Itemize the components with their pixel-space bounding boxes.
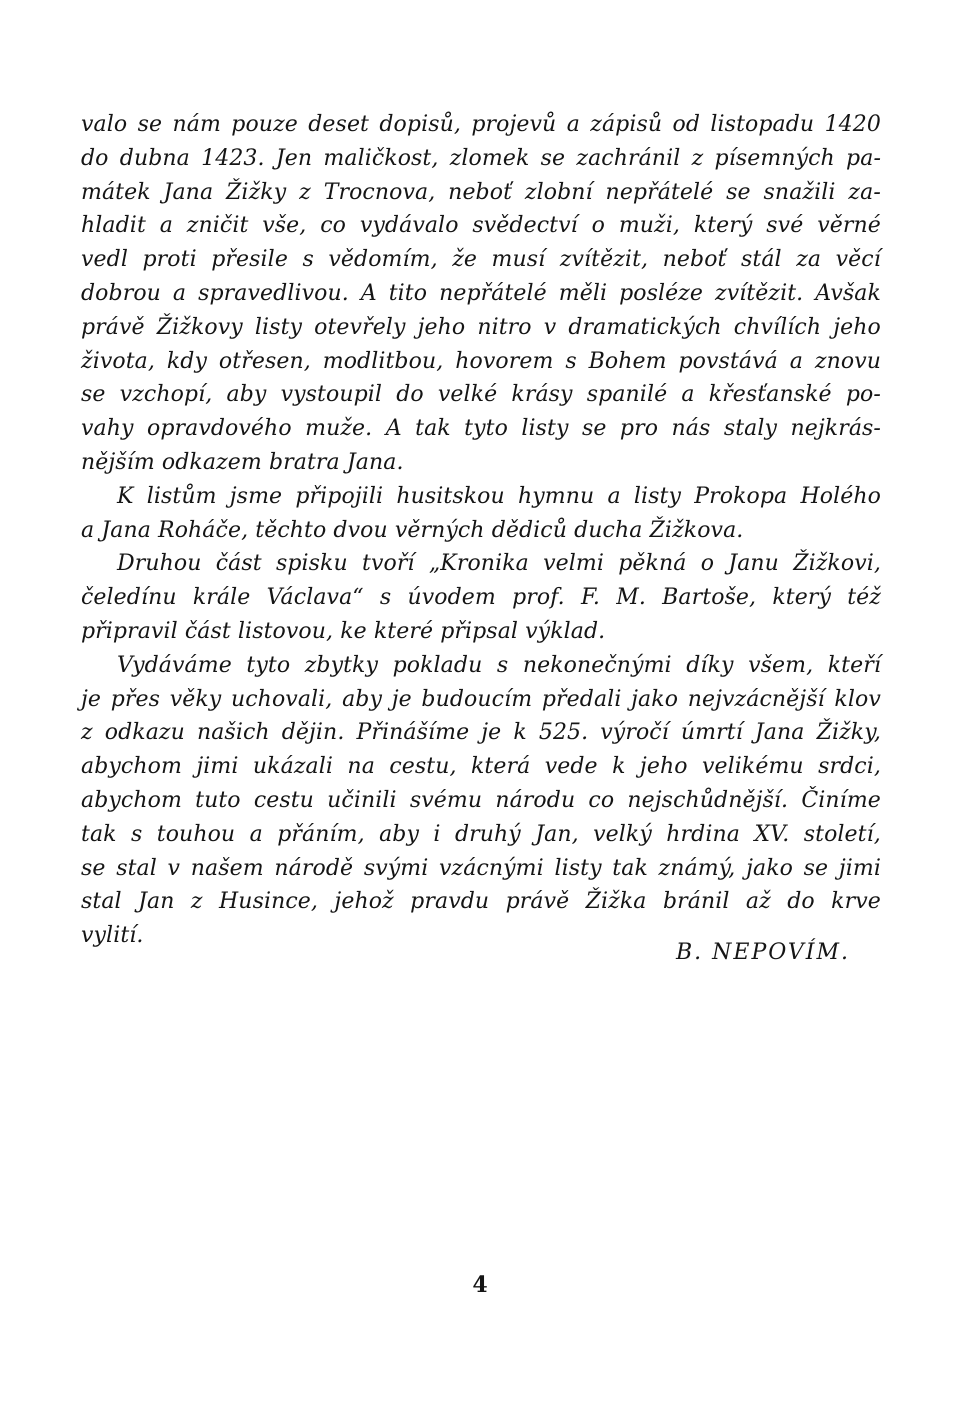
word: Žižkovi, — [793, 551, 881, 577]
word: část — [215, 551, 262, 577]
word: listy — [521, 416, 569, 442]
word: hladit — [81, 213, 146, 239]
word: neboť — [662, 247, 727, 273]
word: maličkost, — [323, 145, 439, 171]
body-text — [81, 112, 881, 957]
text-line — [81, 619, 881, 653]
text-line — [81, 213, 881, 247]
word: Bohem — [588, 348, 667, 374]
word: který — [772, 585, 831, 611]
word: předali — [541, 686, 622, 712]
word: nejvzácnější — [687, 686, 825, 712]
word: Jana — [754, 720, 805, 746]
word: deset — [308, 112, 370, 137]
word: co — [320, 213, 347, 239]
word: srdci, — [818, 754, 881, 780]
word: dramatických — [568, 314, 722, 340]
word: otřesen, — [218, 348, 311, 374]
word: z — [190, 889, 203, 915]
word: nitro — [477, 314, 532, 340]
word: s — [130, 821, 143, 847]
word: se — [581, 416, 607, 442]
word: věrné — [817, 213, 881, 239]
word: odkazem — [161, 449, 269, 475]
word: velké — [437, 382, 498, 408]
word: vše, — [262, 213, 307, 239]
text-line — [81, 585, 881, 619]
word: úmrtí — [680, 720, 743, 746]
word: Přinášíme — [356, 720, 470, 746]
text-line — [81, 889, 881, 923]
word: kdy — [166, 348, 208, 374]
word: věrných — [394, 517, 492, 543]
word: chvílích — [733, 314, 822, 340]
word: své — [766, 213, 804, 239]
word: se — [803, 855, 829, 881]
word: zničit — [186, 213, 249, 239]
word: který — [693, 213, 753, 239]
word: měli — [558, 280, 608, 306]
word: musí — [491, 247, 546, 273]
word: vedl — [81, 247, 128, 273]
word: valo — [81, 112, 128, 137]
word: posléze — [619, 280, 704, 306]
word: abychom — [81, 787, 182, 813]
text-line — [81, 484, 881, 518]
word: tak — [415, 416, 451, 442]
word: a — [172, 280, 187, 306]
word: do — [81, 145, 109, 171]
word: tuto — [195, 787, 241, 813]
word: Žižkovy — [156, 314, 243, 340]
word: Husince, — [219, 889, 318, 915]
word: nějším — [81, 449, 162, 475]
word: dějin. — [281, 720, 345, 746]
word: našich — [196, 720, 270, 746]
word: jeho — [833, 314, 881, 340]
word: Jana. — [346, 449, 404, 475]
word: A — [385, 416, 402, 442]
word: abychom — [81, 754, 182, 780]
text-line — [81, 518, 881, 552]
word: nás — [671, 416, 711, 442]
word: k — [513, 720, 527, 746]
word: „Kronika — [428, 551, 529, 577]
word: aby — [226, 382, 267, 408]
word: prof. — [512, 585, 565, 611]
text-line — [81, 382, 881, 416]
word: muži, — [618, 213, 680, 239]
word: vzácnými — [439, 855, 544, 881]
word: se — [81, 855, 106, 881]
word: stal — [81, 889, 122, 915]
word: Žižkova. — [649, 517, 744, 543]
word: národě — [274, 855, 354, 881]
word: se — [81, 382, 106, 408]
word: i — [433, 821, 441, 847]
word: z — [691, 145, 704, 171]
word: nejkrás- — [790, 416, 881, 442]
word: projevů — [471, 112, 557, 137]
word: zlobní — [524, 179, 593, 205]
word: stal — [116, 855, 157, 881]
word: o — [591, 213, 605, 239]
word: tyto — [464, 416, 508, 442]
word: velikému — [701, 754, 804, 780]
word: ducha — [574, 517, 650, 543]
word: Žižka — [585, 889, 647, 915]
word: od — [672, 112, 701, 137]
word: odkazu — [104, 720, 185, 746]
word: za- — [848, 179, 881, 205]
word: jimi — [838, 855, 881, 881]
word: listovou, — [237, 618, 341, 644]
text-line — [81, 856, 881, 890]
word: Bartoše, — [662, 585, 757, 611]
text-line — [81, 281, 881, 315]
word: modlitbou, — [322, 348, 444, 374]
word: M. — [616, 585, 646, 611]
word: v — [167, 855, 181, 881]
word: bránil — [662, 889, 730, 915]
word: spanilé — [586, 382, 668, 408]
word: dvou — [333, 517, 395, 543]
word: právě — [505, 889, 570, 915]
text-line — [81, 653, 881, 687]
word: se — [540, 145, 566, 171]
word: Jan, — [535, 821, 579, 847]
word: vylití. — [81, 923, 144, 949]
word: nepřátelé — [605, 179, 714, 205]
word: zápisů — [590, 112, 663, 137]
word: jako — [631, 686, 679, 712]
word: o — [700, 551, 715, 577]
word: a — [249, 821, 263, 847]
word: která — [470, 754, 531, 780]
word: otevřely — [314, 314, 406, 340]
word: kteří — [827, 652, 881, 678]
word: aby — [342, 686, 383, 712]
word: nejschůdnější. — [627, 787, 789, 813]
text-line — [81, 416, 881, 450]
word: Roháče, — [158, 517, 256, 543]
text-line — [81, 754, 881, 788]
text-line — [81, 450, 881, 484]
word: ukázali — [252, 754, 334, 780]
word: nekonečnými — [522, 652, 672, 678]
word: druhý — [454, 821, 521, 847]
word: listy — [554, 855, 602, 881]
word: s — [565, 348, 577, 374]
word: proti — [142, 247, 197, 273]
text-line — [81, 349, 881, 383]
text-line — [81, 112, 881, 146]
word: A — [360, 280, 377, 306]
word: pravdu — [410, 889, 490, 915]
word: úvodem — [407, 585, 496, 611]
word: k — [612, 754, 626, 780]
word: 1420 — [824, 112, 881, 137]
word: K — [117, 483, 134, 509]
word: z — [81, 720, 93, 746]
word: hymnu — [517, 483, 595, 509]
word: tyto — [246, 652, 291, 678]
word: a — [607, 483, 621, 509]
word: spravedlivou. — [198, 280, 349, 306]
word: pěkná — [618, 551, 687, 577]
word: křesťanské — [708, 382, 832, 408]
word: a — [159, 213, 173, 239]
word: bratra — [268, 449, 347, 475]
word: tak — [81, 821, 117, 847]
word: co — [588, 787, 615, 813]
word: snažili — [763, 179, 836, 205]
word: touhou — [156, 821, 236, 847]
word: je — [391, 686, 412, 712]
word: krásy — [511, 382, 573, 408]
author-signature: B. NEPOVÍM. — [675, 940, 850, 965]
word: v — [543, 314, 557, 340]
word: výročí — [600, 720, 669, 746]
word: vahy — [81, 416, 134, 442]
text-line — [81, 687, 881, 721]
word: zvítězit. — [715, 280, 804, 306]
word: stál — [741, 247, 782, 273]
word: zbytky — [304, 652, 379, 678]
word: mátek — [81, 179, 151, 205]
word: že — [452, 247, 478, 273]
word: přes — [110, 686, 161, 712]
word: jehož — [334, 889, 394, 915]
word: pokladu — [392, 652, 483, 678]
word: Druhou — [117, 551, 202, 577]
word: národu — [495, 787, 576, 813]
word: života, — [81, 348, 155, 374]
word: s — [302, 247, 314, 273]
word: dědiců — [491, 517, 575, 543]
word: připsal — [440, 618, 526, 644]
word: věky — [169, 686, 222, 712]
word: jeho — [639, 754, 688, 780]
word: našem — [190, 855, 264, 881]
word: s — [496, 652, 509, 678]
word: Janu — [728, 551, 779, 577]
word: Prokopa — [694, 483, 788, 509]
word: vědomím, — [328, 247, 438, 273]
word: Žižky, — [816, 720, 881, 746]
word: listopadu — [710, 112, 815, 137]
word: jako — [746, 855, 793, 881]
word: velmi — [543, 551, 604, 577]
word: cestu — [253, 787, 314, 813]
word: které — [373, 618, 441, 644]
word: též — [847, 585, 881, 611]
word: listům — [146, 483, 217, 509]
text-line — [81, 551, 881, 585]
word: XV. — [754, 821, 790, 847]
word: jsme — [229, 483, 283, 509]
word: staly — [723, 416, 778, 442]
word: pro — [619, 416, 659, 442]
word: století, — [803, 821, 881, 847]
word: z — [299, 179, 311, 205]
word: klov — [834, 686, 881, 712]
word: listy — [254, 314, 303, 340]
word: až — [745, 889, 771, 915]
word: se — [137, 112, 163, 137]
word: známý, — [658, 855, 736, 881]
word: Jan — [138, 889, 175, 915]
word: vzchopí, — [119, 382, 213, 408]
word: vede — [544, 754, 598, 780]
text-line — [81, 720, 881, 754]
word: se — [726, 179, 751, 205]
word: tvoří — [362, 551, 415, 577]
word: a — [789, 348, 803, 374]
word: znovu — [814, 348, 881, 374]
word: věcí — [835, 247, 881, 273]
word: krve — [831, 889, 881, 915]
word: svému — [409, 787, 483, 813]
word: na — [347, 754, 375, 780]
word: pa- — [846, 145, 881, 171]
word: dubna — [119, 145, 190, 171]
word: všem, — [748, 652, 814, 678]
word: Jana — [163, 179, 214, 205]
text-line — [81, 788, 881, 822]
word: zvítězit, — [559, 247, 649, 273]
word: vystoupil — [280, 382, 383, 408]
word: husitskou — [396, 483, 505, 509]
word: Činíme — [801, 787, 881, 813]
word: zachránil — [576, 145, 681, 171]
word: a — [681, 382, 695, 408]
word: velký — [593, 821, 652, 847]
word: 1423. — [201, 145, 265, 171]
word: uchovali, — [230, 686, 333, 712]
word: písemných — [714, 145, 835, 171]
word: a — [81, 517, 102, 543]
word: hrdina — [666, 821, 740, 847]
word: povstává — [678, 348, 778, 374]
word: výklad. — [525, 618, 606, 644]
word: dopisů, — [379, 112, 461, 137]
word: do — [396, 382, 424, 408]
word: tak — [612, 855, 648, 881]
word: tito — [388, 280, 428, 306]
word: Žižky — [226, 179, 287, 205]
word: přáním, — [277, 821, 365, 847]
word: nám — [172, 112, 221, 137]
word: je — [481, 720, 502, 746]
word: jeho — [417, 314, 466, 340]
word: muže. — [305, 416, 373, 442]
word: hovorem — [455, 348, 554, 374]
word: do — [787, 889, 815, 915]
word: s — [379, 585, 392, 611]
word: budoucím — [421, 686, 533, 712]
word: F. — [580, 585, 601, 611]
word: nepřátelé — [439, 280, 547, 306]
word: spisku — [275, 551, 348, 577]
word: připojili — [295, 483, 384, 509]
word: jimi — [196, 754, 239, 780]
word: Jen — [275, 145, 313, 171]
word: těchto — [255, 517, 334, 543]
page-number: 4 — [472, 1272, 488, 1298]
word: aby — [379, 821, 420, 847]
word: 525. — [538, 720, 589, 746]
text-line — [81, 180, 881, 214]
word: Avšak — [815, 280, 881, 306]
word: připravil — [81, 618, 185, 644]
word: za — [796, 247, 822, 273]
word: Trocnova, — [323, 179, 436, 205]
word: cestu, — [389, 754, 457, 780]
word: listy — [633, 483, 682, 509]
word: vydávalo — [359, 213, 459, 239]
text-line — [81, 146, 881, 180]
word: svědectví — [472, 213, 578, 239]
word: část — [184, 618, 238, 644]
word: právě — [81, 314, 145, 340]
word: ke — [340, 618, 374, 644]
word: Jana — [101, 517, 159, 543]
word: svými — [363, 855, 429, 881]
text-line — [81, 822, 881, 856]
word: a — [566, 112, 580, 137]
word: učinili — [327, 787, 397, 813]
word: díky — [686, 652, 734, 678]
word: je — [81, 686, 102, 712]
word: zlomek — [449, 145, 530, 171]
text-line — [81, 315, 881, 349]
word: Holého — [800, 483, 881, 509]
word: krále — [192, 585, 251, 611]
word: dobrou — [81, 280, 161, 306]
word: čeledínu — [81, 585, 177, 611]
word: Vydáváme — [117, 652, 232, 678]
word: neboť — [448, 179, 513, 205]
word: Václava“ — [266, 585, 364, 611]
text-line — [81, 247, 881, 281]
word: po- — [845, 382, 881, 408]
word: opravdového — [146, 416, 292, 442]
word: přesile — [211, 247, 288, 273]
word: pouze — [231, 112, 298, 137]
